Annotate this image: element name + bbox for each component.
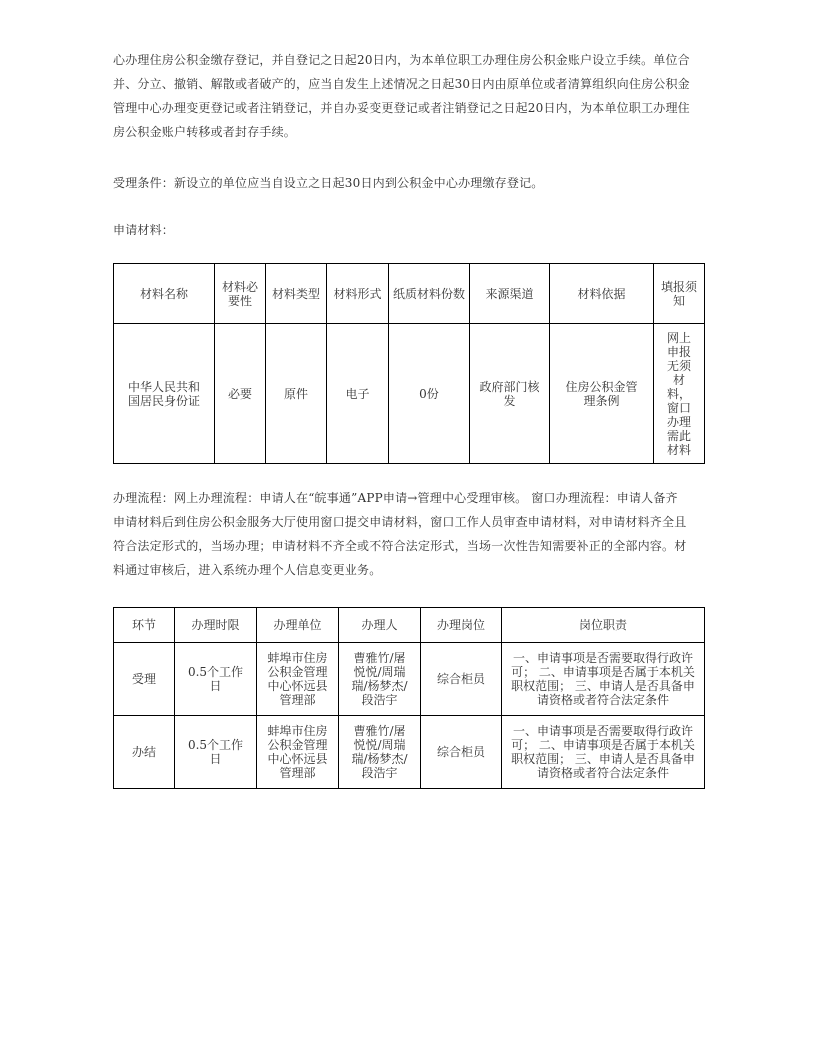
materials-table: [113, 263, 705, 464]
header-cell: 办理岗位: [421, 608, 502, 643]
header-cell: 材料形式: [327, 264, 389, 324]
table-cell: 网上申报无须材料，窗口办理需此材料: [654, 324, 705, 464]
table-row: [114, 643, 705, 716]
process-line: 符合法定形式的，当场办理；申请材料不齐全或不符合法定形式，当场一次性告知需要补正的全部内容。材: [113, 539, 687, 553]
process-line: 料通过审核后，进入系统办理个人信息变更业务。: [113, 563, 382, 577]
table-cell: 0.5个工作日: [175, 716, 257, 789]
header-cell: 材料依据: [550, 264, 654, 324]
table-cell: 综合柜员: [421, 716, 502, 789]
intro-paragraph: [113, 48, 703, 144]
intro-line: 管理中心办理变更登记或者注销登记，并自办妥变更登记或者注销登记之日起20日内，为本单位职工办理住: [113, 101, 690, 115]
process-line: 办理流程：网上办理流程：申请人在“皖事通”APP申请→管理中心受理审核。 窗口办理流程：申请人备齐: [113, 491, 678, 505]
header-cell: 材料名称: [114, 264, 215, 324]
intro-line: 房公积金账户转移或者封存手续。: [113, 125, 297, 139]
table-cell: 一、申请事项是否需要取得行政许可； 二、申请事项是否属于本机关职权范围； 三、申请人是否具备申请资格或者符合法定条件: [502, 716, 705, 789]
conditions-text: 受理条件：新设立的单位应当自设立之日起30日内到公积金中心办理缴存登记。: [113, 176, 544, 190]
header-cell: 来源渠道: [470, 264, 550, 324]
intro-line: 心办理住房公积金缴存登记，并自登记之日起20日内，为本单位职工办理住房公积金账户设立手续。单位合: [113, 53, 690, 67]
header-cell: 材料类型: [266, 264, 327, 324]
table-cell: 原件: [266, 324, 327, 464]
table-cell: 曹雅竹/屠悦悦/周瑞瑞/杨梦杰/段浩宇: [339, 716, 421, 789]
process-paragraph: [113, 486, 703, 582]
steps-table: [113, 607, 705, 789]
header-cell: 材料必要性: [215, 264, 266, 324]
table-cell: 一、申请事项是否需要取得行政许可； 二、申请事项是否属于本机关职权范围； 三、申请人是否具备申请资格或者符合法定条件: [502, 643, 705, 716]
table-cell: 综合柜员: [421, 643, 502, 716]
table-cell: 受理: [114, 643, 175, 716]
header-cell: 环节: [114, 608, 175, 643]
table-cell: 0.5个工作日: [175, 643, 257, 716]
header-cell: 办理时限: [175, 608, 257, 643]
table-cell: 住房公积金管理条例: [550, 324, 654, 464]
materials-header-row: [114, 264, 705, 324]
header-cell: 办理人: [339, 608, 421, 643]
process-line: 申请材料后到住房公积金服务大厅使用窗口提交申请材料，窗口工作人员审查申请材料，对申请材料齐全且: [113, 515, 687, 529]
header-cell: 办理单位: [257, 608, 339, 643]
steps-header-row: [114, 608, 705, 643]
materials-heading: 申请材料：: [113, 223, 175, 237]
header-cell: 纸质材料份数: [389, 264, 470, 324]
table-cell: 政府部门核发: [470, 324, 550, 464]
header-cell: 填报须知: [654, 264, 705, 324]
table-row: [114, 324, 705, 464]
header-cell: 岗位职责: [502, 608, 705, 643]
table-cell: 蚌埠市住房公积金管理中心怀远县管理部: [257, 716, 339, 789]
table-cell: 蚌埠市住房公积金管理中心怀远县管理部: [257, 643, 339, 716]
table-cell: 曹雅竹/屠悦悦/周瑞瑞/杨梦杰/段浩宇: [339, 643, 421, 716]
table-cell: 必要: [215, 324, 266, 464]
table-cell: 办结: [114, 716, 175, 789]
table-cell: 0份: [389, 324, 470, 464]
table-row: [114, 716, 705, 789]
table-cell: 中华人民共和国居民身份证: [114, 324, 215, 464]
intro-line: 并、分立、撤销、解散或者破产的，应当自发生上述情况之日起30日内由原单位或者清算组织向住房公积金: [113, 77, 690, 91]
table-cell: 电子: [327, 324, 389, 464]
